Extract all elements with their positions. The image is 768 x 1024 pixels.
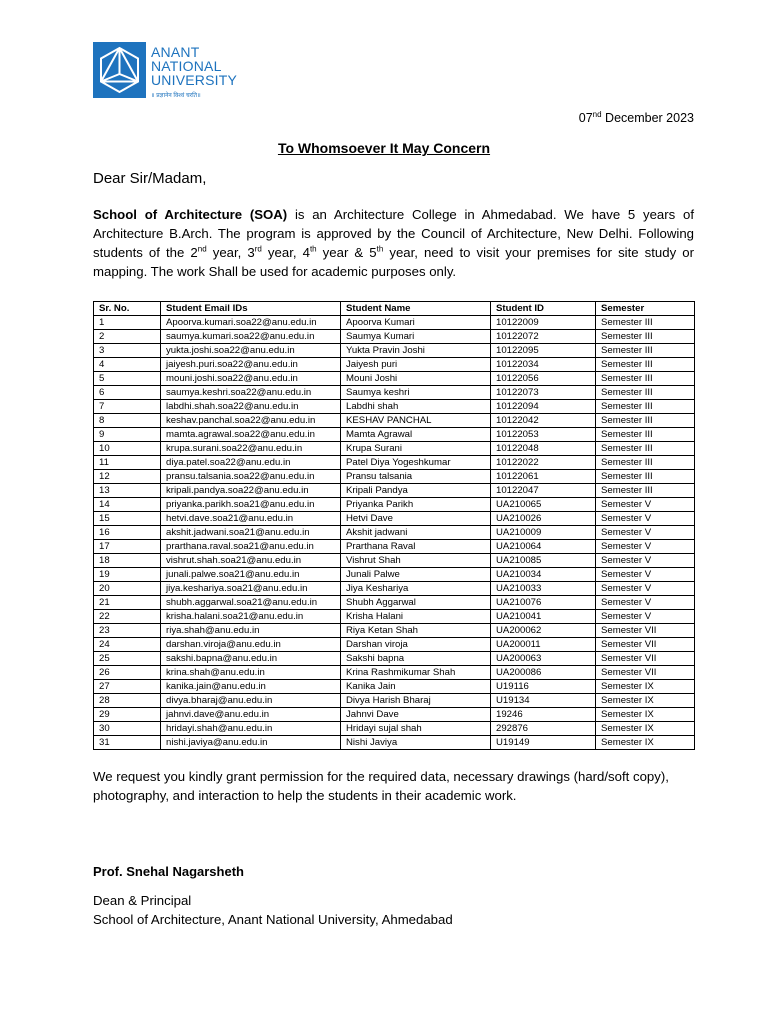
cell-sr-no: 26 [94, 666, 161, 680]
cell-email: riya.shah@anu.edu.in [161, 624, 341, 638]
intro-paragraph: School of Architecture (SOA) is an Architecture College in Ahmedabad. We have 5 years of Architecture B.Arch. The program is approved by the Council of Architecture, New Delhi. Following students of the 2nd year, 3rd year, 4th year & 5th year, need to visit your premises for site study or mapping. The work Shall be used for academic purposes only. [93, 207, 694, 279]
cell-sr-no: 22 [94, 610, 161, 624]
cell-name: Divya Harish Bharaj [341, 694, 491, 708]
cell-email: prarthana.raval.soa21@anu.edu.in [161, 540, 341, 554]
cell-sr-no: 24 [94, 638, 161, 652]
cell-name: Mouni Joshi [341, 372, 491, 386]
cell-sr-no: 17 [94, 540, 161, 554]
table-row [94, 666, 695, 680]
logo-emblem-icon [93, 42, 146, 98]
cell-name: Prarthana Raval [341, 540, 491, 554]
cell-sr-no: 15 [94, 512, 161, 526]
cell-student-id: 10122056 [491, 372, 596, 386]
cell-sr-no: 1 [94, 316, 161, 330]
students-table [93, 301, 695, 750]
logo-line-3: UNIVERSITY [151, 72, 238, 88]
signatory-title: Dean & Principal [93, 893, 192, 908]
cell-name: Jaiyesh puri [341, 358, 491, 372]
cell-email: mouni.joshi.soa22@anu.edu.in [161, 372, 341, 386]
cell-semester: Semester V [596, 582, 695, 596]
cell-sr-no: 30 [94, 722, 161, 736]
cell-student-id: 10122047 [491, 484, 596, 498]
cell-semester: Semester III [596, 330, 695, 344]
cell-sr-no: 4 [94, 358, 161, 372]
table-row [94, 736, 695, 750]
cell-email: krupa.surani.soa22@anu.edu.in [161, 442, 341, 456]
cell-semester: Semester IX [596, 708, 695, 722]
table-row [94, 484, 695, 498]
cell-student-id: UA210064 [491, 540, 596, 554]
cell-student-id: 10122061 [491, 470, 596, 484]
cell-name: Labdhi shah [341, 400, 491, 414]
cell-name: Patel Diya Yogeshkumar [341, 456, 491, 470]
cell-sr-no: 9 [94, 428, 161, 442]
cell-semester: Semester III [596, 442, 695, 456]
cell-name: Mamta Agrawal [341, 428, 491, 442]
cell-student-id: UA210076 [491, 596, 596, 610]
cell-student-id: UA200063 [491, 652, 596, 666]
table-row [94, 596, 695, 610]
cell-semester: Semester IX [596, 680, 695, 694]
cell-semester: Semester V [596, 526, 695, 540]
cell-student-id: 10122048 [491, 442, 596, 456]
cell-sr-no: 19 [94, 568, 161, 582]
cell-email: hetvi.dave.soa21@anu.edu.in [161, 512, 341, 526]
header-student-id: Student ID [491, 302, 596, 316]
cell-name: Krina Rashmikumar Shah [341, 666, 491, 680]
cell-email: akshit.jadwani.soa21@anu.edu.in [161, 526, 341, 540]
cell-student-id: 10122022 [491, 456, 596, 470]
cell-name: Jahnvi Dave [341, 708, 491, 722]
cell-sr-no: 16 [94, 526, 161, 540]
cell-sr-no: 23 [94, 624, 161, 638]
cell-sr-no: 29 [94, 708, 161, 722]
table-row [94, 680, 695, 694]
cell-semester: Semester V [596, 610, 695, 624]
cell-name: Vishrut Shah [341, 554, 491, 568]
cell-email: krisha.halani.soa21@anu.edu.in [161, 610, 341, 624]
cell-semester: Semester VII [596, 652, 695, 666]
cell-student-id: 19246 [491, 708, 596, 722]
table-row [94, 372, 695, 386]
cell-semester: Semester V [596, 596, 695, 610]
table-row [94, 386, 695, 400]
table-row [94, 316, 695, 330]
table-row [94, 694, 695, 708]
cell-sr-no: 7 [94, 400, 161, 414]
table-row [94, 554, 695, 568]
cell-semester: Semester IX [596, 694, 695, 708]
cell-name: Nishi Javiya [341, 736, 491, 750]
cell-student-id: 10122034 [491, 358, 596, 372]
cell-student-id: UA200011 [491, 638, 596, 652]
header-name: Student Name [341, 302, 491, 316]
table-row [94, 568, 695, 582]
cell-email: saumya.keshri.soa22@anu.edu.in [161, 386, 341, 400]
table-row [94, 400, 695, 414]
cell-student-id: 10122053 [491, 428, 596, 442]
cell-semester: Semester V [596, 568, 695, 582]
cell-email: saumya.kumari.soa22@anu.edu.in [161, 330, 341, 344]
table-row [94, 540, 695, 554]
cell-email: sakshi.bapna@anu.edu.in [161, 652, 341, 666]
cell-email: mamta.agrawal.soa22@anu.edu.in [161, 428, 341, 442]
cell-sr-no: 27 [94, 680, 161, 694]
cell-email: junali.palwe.soa21@anu.edu.in [161, 568, 341, 582]
cell-name: Jiya Keshariya [341, 582, 491, 596]
cell-email: darshan.viroja@anu.edu.in [161, 638, 341, 652]
cell-semester: Semester III [596, 484, 695, 498]
cell-sr-no: 13 [94, 484, 161, 498]
cell-semester: Semester VII [596, 624, 695, 638]
cell-student-id: UA210026 [491, 512, 596, 526]
cell-email: vishrut.shah.soa21@anu.edu.in [161, 554, 341, 568]
table-row [94, 428, 695, 442]
table-row [94, 610, 695, 624]
cell-sr-no: 28 [94, 694, 161, 708]
cell-email: shubh.aggarwal.soa21@anu.edu.in [161, 596, 341, 610]
table-row [94, 442, 695, 456]
table-row [94, 470, 695, 484]
cell-sr-no: 12 [94, 470, 161, 484]
cell-semester: Semester III [596, 372, 695, 386]
cell-email: jaiyesh.puri.soa22@anu.edu.in [161, 358, 341, 372]
table-row [94, 526, 695, 540]
cell-name: KESHAV PANCHAL [341, 414, 491, 428]
salutation: Dear Sir/Madam, [93, 170, 207, 187]
cell-semester: Semester III [596, 428, 695, 442]
cell-email: krina.shah@anu.edu.in [161, 666, 341, 680]
cell-semester: Semester VII [596, 666, 695, 680]
cell-email: Apoorva.kumari.soa22@anu.edu.in [161, 316, 341, 330]
cell-student-id: UA210033 [491, 582, 596, 596]
cell-name: Priyanka Parikh [341, 498, 491, 512]
cell-student-id: U19134 [491, 694, 596, 708]
header-email: Student Email IDs [161, 302, 341, 316]
header-sr-no: Sr. No. [94, 302, 161, 316]
cell-semester: Semester III [596, 344, 695, 358]
cell-student-id: UA210034 [491, 568, 596, 582]
cell-email: divya.bharaj@anu.edu.in [161, 694, 341, 708]
cell-name: Saumya keshri [341, 386, 491, 400]
cell-name: Kripali Pandya [341, 484, 491, 498]
cell-student-id: 10122095 [491, 344, 596, 358]
table-row [94, 358, 695, 372]
cell-semester: Semester III [596, 414, 695, 428]
cell-semester: Semester III [596, 358, 695, 372]
cell-sr-no: 31 [94, 736, 161, 750]
letter-subject: To Whomsoever It May Concern [277, 140, 491, 156]
cell-name: Kanika Jain [341, 680, 491, 694]
cell-semester: Semester IX [596, 736, 695, 750]
cell-sr-no: 18 [94, 554, 161, 568]
cell-student-id: UA210065 [491, 498, 596, 512]
cell-name: Hetvi Dave [341, 512, 491, 526]
cell-name: Krisha Halani [341, 610, 491, 624]
cell-name: Apoorva Kumari [341, 316, 491, 330]
logo-line-1: ANANT [151, 44, 200, 60]
cell-name: Shubh Aggarwal [341, 596, 491, 610]
cell-name: Junali Palwe [341, 568, 491, 582]
logo-line-2: NATIONAL [151, 58, 222, 74]
cell-semester: Semester III [596, 456, 695, 470]
cell-email: diya.patel.soa22@anu.edu.in [161, 456, 341, 470]
cell-student-id: 10122094 [491, 400, 596, 414]
cell-semester: Semester VII [596, 638, 695, 652]
cell-email: yukta.joshi.soa22@anu.edu.in [161, 344, 341, 358]
cell-name: Krupa Surani [341, 442, 491, 456]
cell-semester: Semester IX [596, 722, 695, 736]
cell-sr-no: 14 [94, 498, 161, 512]
cell-email: priyanka.parikh.soa21@anu.edu.in [161, 498, 341, 512]
cell-student-id: 10122042 [491, 414, 596, 428]
signatory-institution: School of Architecture, Anant National University, Ahmedabad [93, 912, 453, 927]
cell-semester: Semester III [596, 470, 695, 484]
cell-sr-no: 3 [94, 344, 161, 358]
university-logo [93, 42, 243, 100]
cell-name: Akshit jadwani [341, 526, 491, 540]
table-row [94, 330, 695, 344]
table-body [94, 316, 695, 750]
cell-sr-no: 5 [94, 372, 161, 386]
cell-student-id: UA210085 [491, 554, 596, 568]
logo-wordmark [151, 45, 237, 87]
letter-date: 07nd December 2023 [578, 110, 694, 126]
cell-student-id: 10122072 [491, 330, 596, 344]
cell-student-id: UA200086 [491, 666, 596, 680]
cell-student-id: UA210009 [491, 526, 596, 540]
table-row [94, 722, 695, 736]
table-row [94, 498, 695, 512]
cell-semester: Semester III [596, 316, 695, 330]
cell-sr-no: 2 [94, 330, 161, 344]
table-row [94, 582, 695, 596]
header-semester: Semester [596, 302, 695, 316]
cell-email: pransu.talsania.soa22@anu.edu.in [161, 470, 341, 484]
cell-email: labdhi.shah.soa22@anu.edu.in [161, 400, 341, 414]
cell-semester: Semester III [596, 400, 695, 414]
cell-student-id: U19116 [491, 680, 596, 694]
cell-student-id: UA200062 [491, 624, 596, 638]
cell-name: Pransu talsania [341, 470, 491, 484]
cell-email: nishi.javiya@anu.edu.in [161, 736, 341, 750]
cell-email: keshav.panchal.soa22@anu.edu.in [161, 414, 341, 428]
cell-sr-no: 10 [94, 442, 161, 456]
table-row [94, 638, 695, 652]
cell-sr-no: 20 [94, 582, 161, 596]
cell-semester: Semester III [596, 386, 695, 400]
cell-name: Yukta Pravin Joshi [341, 344, 491, 358]
table-row [94, 652, 695, 666]
logo-tagline: ॥ प्रज्ञानेन विश्वं चरति॥ [151, 93, 201, 99]
cell-student-id: 10122009 [491, 316, 596, 330]
table-header-row [94, 302, 695, 316]
cell-student-id: UA210041 [491, 610, 596, 624]
table-row [94, 512, 695, 526]
cell-name: Saumya Kumari [341, 330, 491, 344]
cell-email: kripali.pandya.soa22@anu.edu.in [161, 484, 341, 498]
table-row [94, 708, 695, 722]
table-row [94, 414, 695, 428]
cell-student-id: 292876 [491, 722, 596, 736]
cell-sr-no: 6 [94, 386, 161, 400]
cell-name: Hridayi sujal shah [341, 722, 491, 736]
cell-name: Darshan viroja [341, 638, 491, 652]
cell-semester: Semester V [596, 554, 695, 568]
cell-name: Riya Ketan Shah [341, 624, 491, 638]
cell-email: jiya.keshariya.soa21@anu.edu.in [161, 582, 341, 596]
table-row [94, 344, 695, 358]
cell-sr-no: 8 [94, 414, 161, 428]
cell-student-id: U19149 [491, 736, 596, 750]
cell-semester: Semester V [596, 498, 695, 512]
cell-semester: Semester V [596, 540, 695, 554]
cell-email: hridayi.shah@anu.edu.in [161, 722, 341, 736]
table-row [94, 456, 695, 470]
cell-sr-no: 11 [94, 456, 161, 470]
table-row [94, 624, 695, 638]
cell-email: jahnvi.dave@anu.edu.in [161, 708, 341, 722]
request-paragraph: We request you kindly grant permission for the required data, necessary drawings (hard/soft copy), photography, and interaction to help the students in their academic work. [93, 769, 669, 803]
cell-email: kanika.jain@anu.edu.in [161, 680, 341, 694]
cell-sr-no: 25 [94, 652, 161, 666]
cell-sr-no: 21 [94, 596, 161, 610]
cell-name: Sakshi bapna [341, 652, 491, 666]
signatory-name: Prof. Snehal Nagarsheth [93, 864, 244, 879]
cell-student-id: 10122073 [491, 386, 596, 400]
cell-semester: Semester V [596, 512, 695, 526]
